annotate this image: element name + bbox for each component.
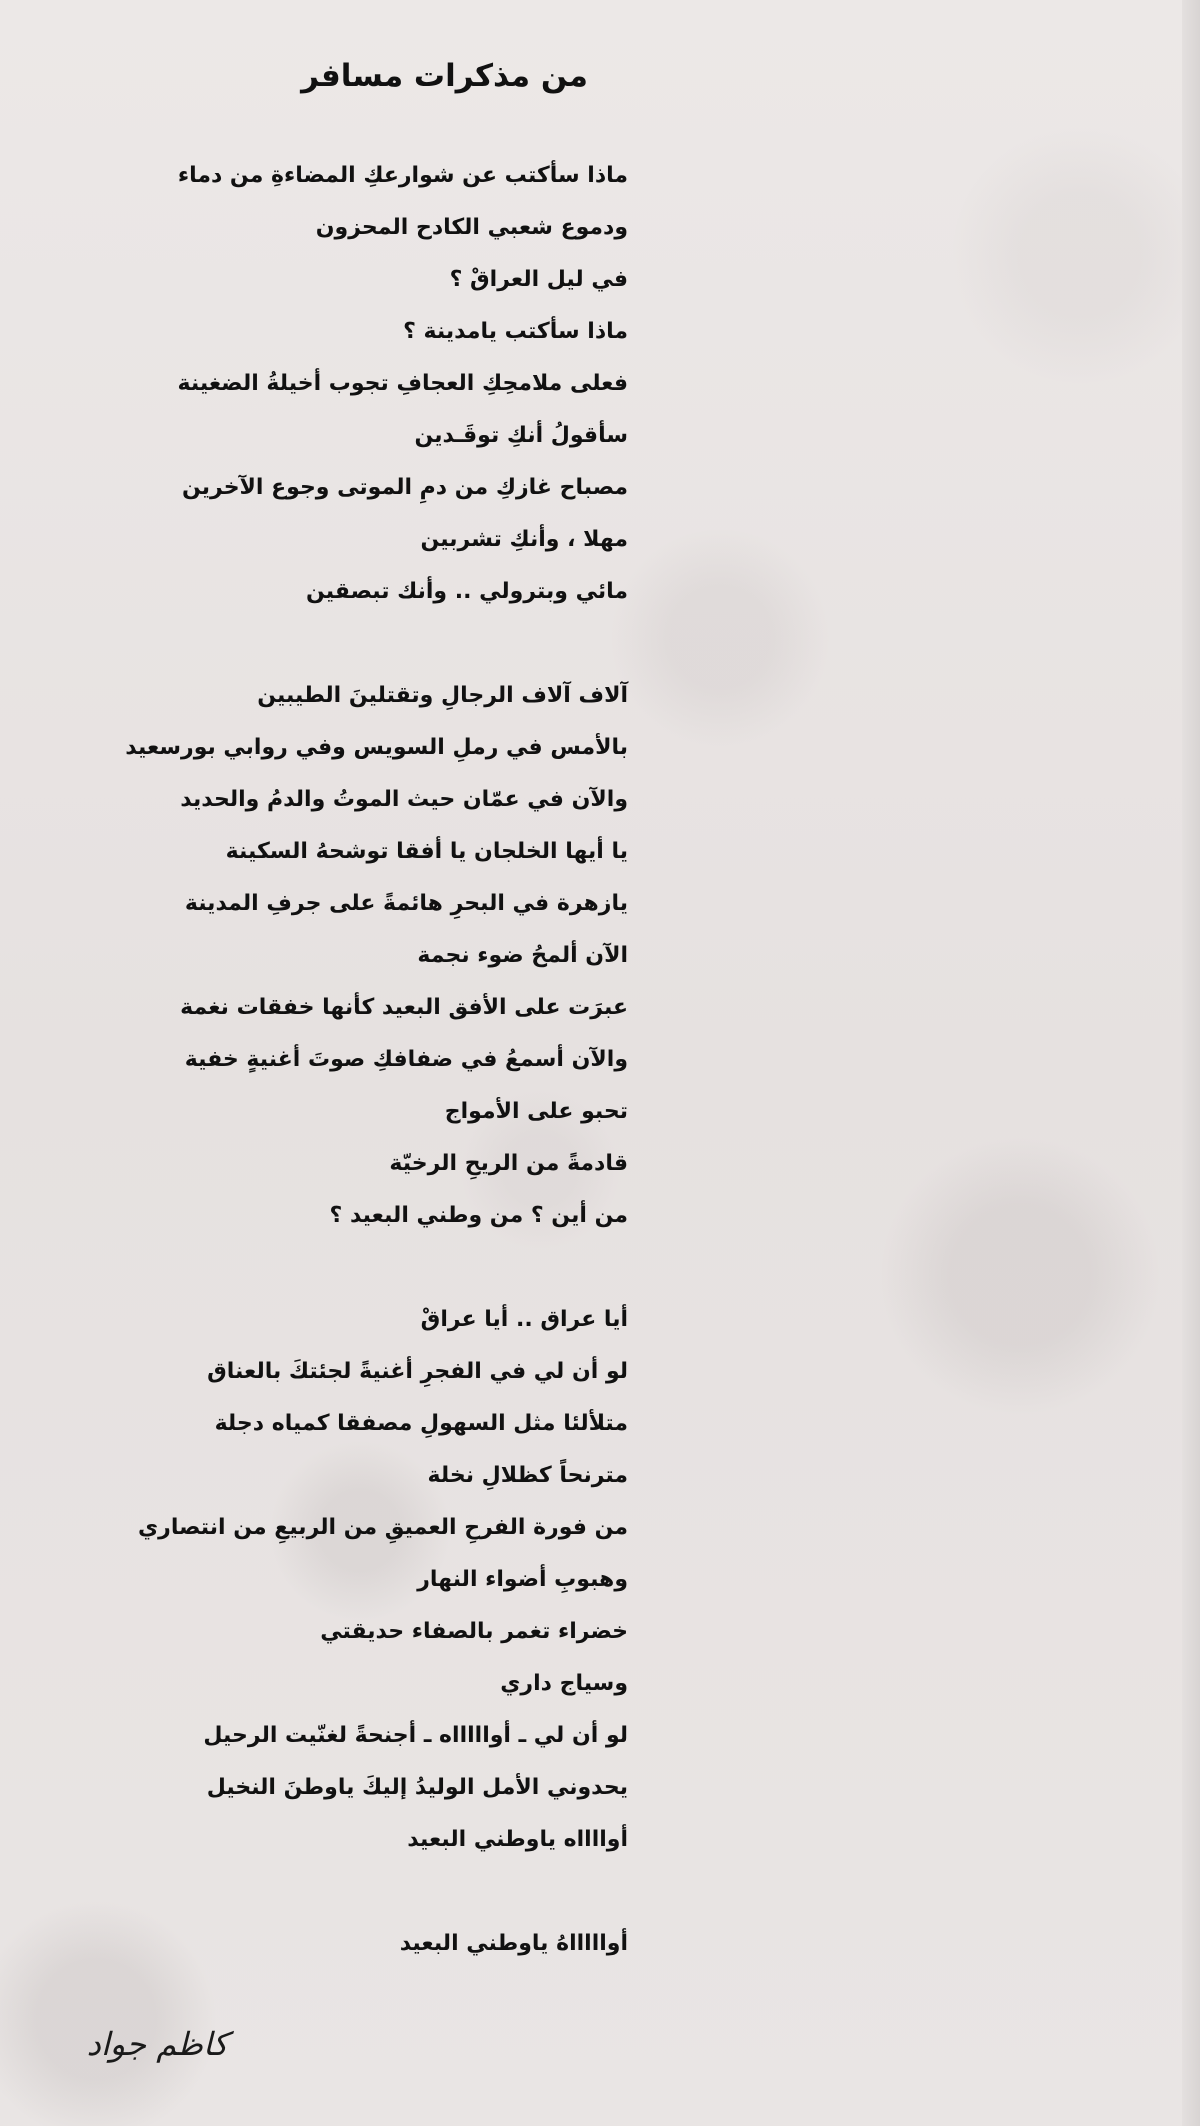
poem-line: من أين ؟ من وطني البعيد ؟ (329, 1203, 628, 1228)
poem-line: يحدوني الأمل الوليدُ إليكَ ياوطنَ النخيل (206, 1775, 628, 1800)
poem-line: فعلى ملامحِكِ العجافِ تجوب أخيلةُ الضغينة (177, 371, 628, 396)
poem-line: في ليل العراقْ ؟ (449, 267, 628, 292)
poem-line: مائي وبترولي .. وأنك تبصقين (305, 579, 628, 604)
poem-line: ماذا سأكتب عن شوارعكِ المضاءةِ من دماء (177, 163, 628, 188)
poem-line: متلألئا مثل السهولِ مصفقا كمياه دجلة (214, 1411, 628, 1436)
poem-line: قادمةً من الريحِ الرخيّة (389, 1151, 628, 1176)
poem-line: لو أن لي ـ أواااااه ـ أجنحةً لغنّيت الرحيل (203, 1723, 628, 1748)
poem-line: يا أيها الخلجان يا أفقا توشحهُ السكينة (225, 839, 628, 864)
poem-title: من مذكرات مسافر (301, 58, 588, 94)
poem-line: تحبو على الأمواج (444, 1099, 628, 1124)
poem-line: خضراء تغمر بالصفاء حديقتي (320, 1619, 628, 1644)
poem-line: الآن ألمحُ ضوء نجمة (417, 943, 628, 968)
stanza-4 (68, 1918, 628, 1970)
poem-line: سأقولُ أنكِ توقَـدين (414, 423, 628, 448)
poem-line: مترنحاً كظلالِ نخلة (427, 1463, 628, 1488)
poem-line: أواااااهُ ياوطني البعيد (399, 1931, 628, 1956)
poem-line: من فورة الفرحِ العميقِ من الربيعِ من انتصاري (138, 1515, 628, 1540)
poem-line: ماذا سأكتب يامدينة ؟ (403, 319, 628, 344)
stanza-2 (68, 670, 628, 1242)
poem-line: يازهرة في البحرِ هائمةً على جرفِ المدينة (184, 891, 628, 916)
poem-line: أوااااه ياوطني البعيد (407, 1827, 628, 1852)
poem-line: والآن أسمعُ في ضفافكِ صوتَ أغنيةٍ خفية (184, 1047, 628, 1072)
poem-line: وسياج داري (500, 1671, 628, 1696)
poem-line: بالأمس في رملِ السويس وفي روابي بورسعيد (125, 735, 628, 760)
poem-line: آلاف آلاف الرجالِ وتقتلينَ الطيبين (257, 683, 628, 708)
poem-line: عبرَت على الأفق البعيد كأنها خفقات نغمة (180, 995, 628, 1020)
poem-line: أيا عراق .. أيا عراقْ (420, 1307, 628, 1332)
poem-line: ودموع شعبي الكادح المحزون (315, 215, 628, 240)
stanza-3 (68, 1294, 628, 1866)
stanza-1 (68, 150, 628, 618)
poem-body (68, 150, 628, 2022)
poem-line: وهبوبِ أضواء النهار (417, 1567, 628, 1592)
author-signature: كاظم جواد (86, 2025, 228, 2063)
poem-line: لو أن لي في الفجرِ أغنيةً لجئتكَ بالعناق (207, 1359, 628, 1384)
page-edge (1182, 0, 1200, 2126)
poem-line: مصباح غازكِ من دمِ الموتى وجوع الآخرين (181, 475, 628, 500)
poem-line: والآن في عمّان حيث الموتُ والدمُ والحديد (180, 787, 628, 812)
poem-line: مهلا ، وأنكِ تشربين (420, 527, 628, 552)
